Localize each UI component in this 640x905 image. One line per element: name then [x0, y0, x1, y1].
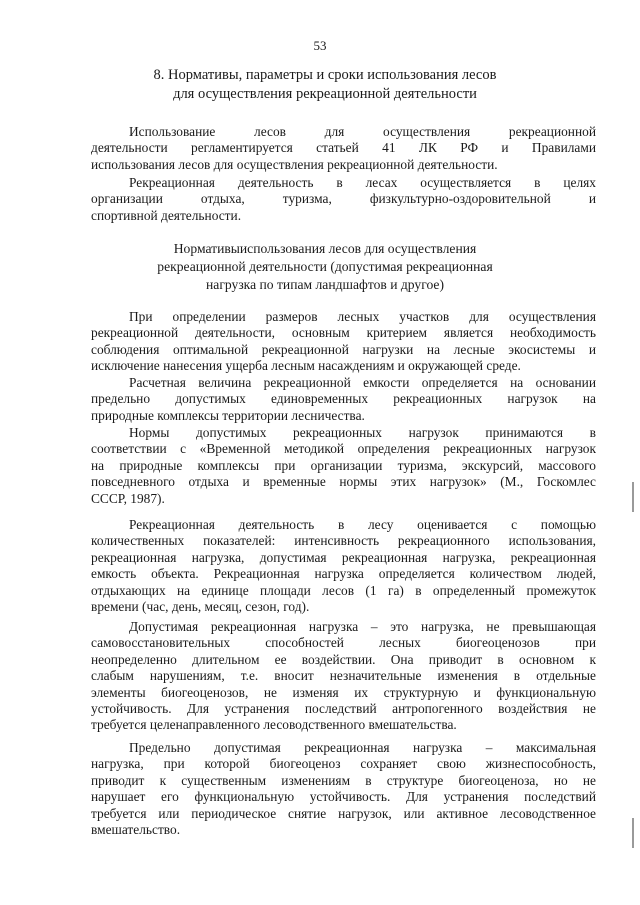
text-line: количественных показателей: интенсивность рекреационного использования,: [91, 533, 596, 549]
text-line: Рекреационная деятельность в лесах осуществляется в целях: [129, 175, 596, 190]
text-line: рекреационная нагрузка, допустимая рекреационная нагрузка, рекреационная: [91, 549, 596, 565]
text-line: нарушает его функциональную устойчивость. Для устранения последствий: [91, 789, 596, 805]
section-heading-line: 8. Нормативы, параметры и сроки использования лесов: [153, 67, 497, 83]
scan-edge-mark: [632, 818, 634, 848]
text-line: спортивной деятельности.: [91, 207, 242, 223]
body-paragraph: [91, 619, 596, 734]
section-heading: [90, 66, 560, 104]
text-line: исключение нанесения ущерба лесным насаждениям и окружающей среде.: [91, 358, 521, 374]
text-line: При определении размеров лесных участков для осуществления: [129, 309, 596, 324]
intro-paragraph: [91, 124, 596, 173]
text-line: неопределенно длительном ее воздействии. Она приводит в основном к: [91, 651, 596, 667]
text-line: времени (час, день, месяц, сезон, год).: [91, 599, 310, 615]
subheading-line: нагрузка по типам ландшафтов и другое): [206, 277, 444, 292]
text-line: использования лесов для осуществления рекреационной деятельности.: [91, 156, 498, 172]
body-paragraph: [91, 517, 596, 615]
text-line: требуется целенаправленного лесоводственного вмешательства.: [91, 717, 457, 733]
text-line: рекреационной деятельности, основным критерием является необходимость: [91, 325, 596, 341]
text-line: требуется или периодическое снятие нагрузок, или активное лесоводственное: [91, 805, 596, 821]
text-line: отдыхающих на единице площади лесов (1 га) в определенный промежуток: [91, 582, 596, 598]
text-line: самовосстановительных способностей лесных биогеоценозов при: [91, 635, 596, 651]
body-paragraph: [91, 425, 596, 507]
text-line: деятельности регламентируется статьей 41 ЛК РФ и Правилами: [91, 140, 596, 156]
subheading-line: рекреационной деятельности (допустимая рекреационная: [157, 259, 493, 274]
text-line: приводит к существенным изменениям в структуре биогеоценоза, но не: [91, 772, 596, 788]
subheading-line: Нормативыиспользования лесов для осуществления: [173, 241, 477, 256]
scan-edge-mark: [632, 482, 634, 512]
text-line: слабым нарушениям, т.е. вносит незначительные изменения в отдельные: [91, 668, 596, 684]
text-line: устойчивость. Для устранения последствий антропогенного воздействия не: [91, 701, 596, 717]
text-line: предельно допустимых единовременных рекреационных нагрузок на: [91, 391, 596, 407]
text-line: вмешательство.: [91, 822, 181, 838]
text-line: нагрузка, при которой биогеоценоз сохраняет свою жизнеспособность,: [91, 756, 596, 772]
body-paragraph: [91, 375, 596, 424]
body-paragraph: [91, 740, 596, 838]
section-heading-line: для осуществления рекреационной деятельности: [173, 86, 477, 102]
subheading: [90, 240, 560, 294]
text-line: Предельно допустимая рекреационная нагрузка – максимальная: [129, 740, 596, 755]
text-line: емкость объекта. Рекреационная нагрузка определяется количеством людей,: [91, 566, 596, 582]
text-line: природные комплексы территории лесничества.: [91, 407, 365, 423]
text-line: соответствии с «Временной методикой определения рекреационных нагрузок: [91, 441, 596, 457]
text-line: Нормы допустимых рекреационных нагрузок принимаются в: [129, 425, 596, 440]
text-line: соблюдения оптимальной рекреационной нагрузки на лесные экосистемы и: [91, 341, 596, 357]
text-line: Использование лесов для осуществления рекреационной: [129, 124, 596, 139]
text-line: СССР, 1987).: [91, 490, 165, 506]
body-paragraph: [91, 309, 596, 375]
text-line: повседневного отдыха и временные нормы этих нагрузок» (М., Госкомлес: [91, 474, 596, 490]
text-line: элементы биогеоценозов, не изменяя их структурную и функциональную: [91, 684, 596, 700]
text-line: Допустимая рекреационная нагрузка – это нагрузка, не превышающая: [129, 619, 596, 634]
text-line: Расчетная величина рекреационной емкости определяется на основании: [129, 375, 596, 390]
text-line: Рекреационная деятельность в лесу оценивается с помощью: [129, 517, 596, 532]
intro-paragraph: [91, 175, 596, 224]
text-line: организации отдыха, туризма, физкультурно-оздоровительной и: [91, 191, 596, 207]
text-line: на природные комплексы при организации туризма, экскурсий, массового: [91, 457, 596, 473]
page-number: 53: [313, 38, 327, 53]
